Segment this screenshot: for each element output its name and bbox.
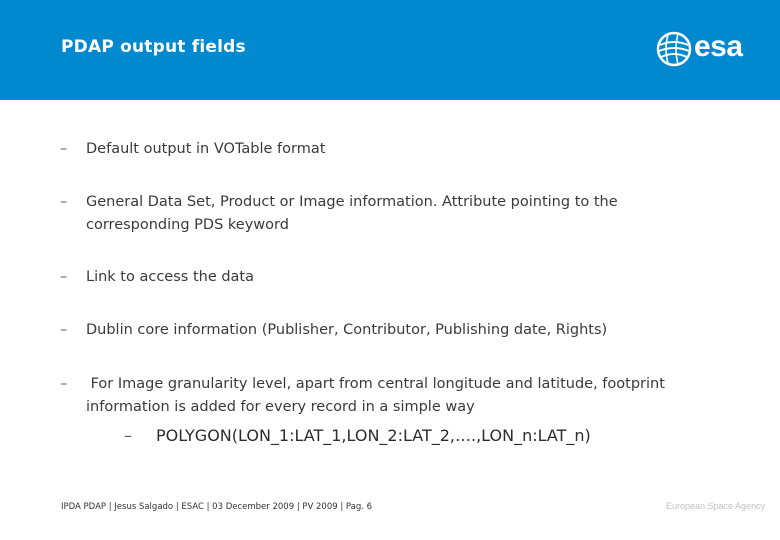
bullet-text: General Data Set, Product or Image information. Attribute pointing to the corresponding PDS keyword — [86, 194, 618, 233]
bullet-dash: – — [60, 141, 68, 157]
bullet-text: For Image granularity level, apart from central longitude and latitude, footprint information is added for every record in a simple way — [86, 376, 670, 415]
esa-globe-icon — [656, 31, 692, 67]
agency-name: European Space Agency — [666, 501, 766, 511]
bullet-dash: – — [60, 322, 68, 338]
slide-footer: IPDA PDAP | Jesus Salgado | ESAC | 03 December 2009 | PV 2009 | Pag. 6 — [61, 502, 373, 512]
bullet-dash: – — [60, 376, 68, 392]
esa-logo-text: esa — [694, 30, 743, 63]
bullet-text: Default output in VOTable format — [86, 141, 326, 157]
bullet-dash: – — [60, 269, 68, 285]
bullet-dash: – — [60, 194, 68, 210]
esa-logo — [656, 30, 764, 68]
slide-header — [0, 0, 780, 100]
sub-bullet-dash: – — [124, 426, 132, 445]
slide-title: PDAP output fields — [61, 37, 246, 57]
bullet-text: Dublin core information (Publisher, Contributor, Publishing date, Rights) — [86, 322, 608, 338]
sub-bullet-text: POLYGON(LON_1:LAT_1,LON_2:LAT_2,….,LON_n:LAT_n) — [156, 426, 591, 445]
bullet-text: Link to access the data — [86, 269, 255, 285]
